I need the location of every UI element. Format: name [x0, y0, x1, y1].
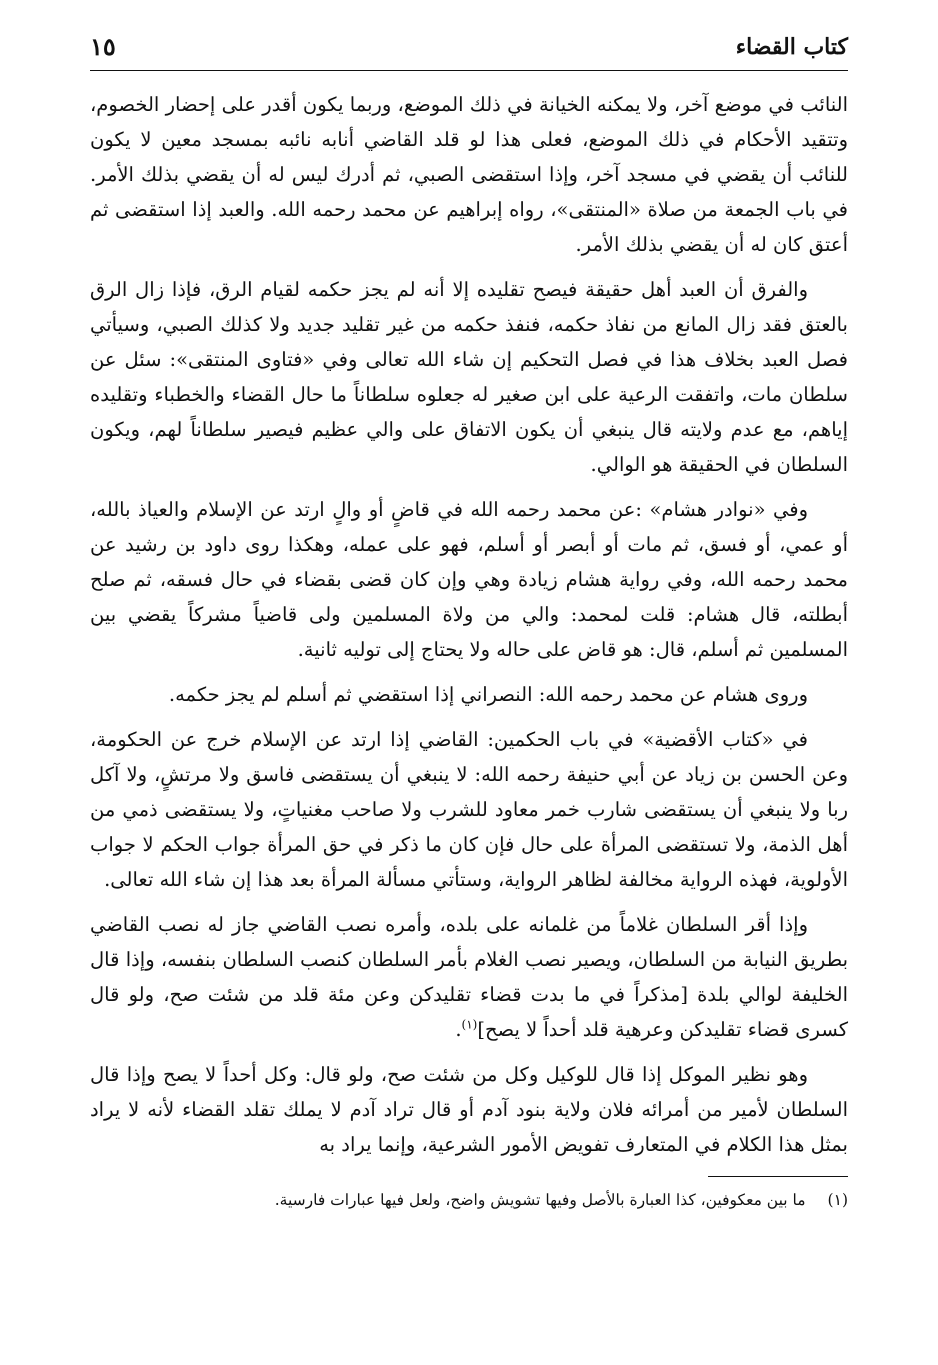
page-number: ١٥: [90, 32, 116, 61]
paragraph: في «كتاب الأقضية» في باب الحكمين: القاضي إذا ارتد عن الإسلام خرج عن الحكومة، وعن الحسن بن زياد عن أبي حنيفة رحمه الله: لا ينبغي أن يستقضى فاسق ولا مرتشٍ، ولا آكل ربا ولا ينبغي أن يستقضى شارب خمر معاود للشرب ولا صاحب مغنياتٍ، ولا يستقضى ذمي من أهل الذمة، ولا تستقضى المرأة على حال فإن كان ما ذكر في حق المرأة جواب الحكم لا جواب الأولوية، فهذه الرواية مخالفة لظاهر الرواية، وستأتي مسألة المرأة بعد هذا إن شاء الله تعالى.: [90, 728, 848, 891]
paragraph-text: وإذا أقر السلطان غلاماً من غلمانه على بلده، وأمره نصب القاضي جاز له نصب القاضي بطريق النيابة من السلطان، ويصير نصب الغلام بأمر السلطان كنصب السلطان بنفسه، وإذا قال الخليفة لوالي بلدة [مذكراً في ما بدت قضاء تقليدكن وعن مئة قلد من شئت صح، ولو قال كسرى قضاء تقليدكن وعرهية قلد أحداً لا يصح]: [90, 913, 848, 1041]
footnote: [90, 1187, 848, 1213]
paragraph: النائب في موضع آخر، ولا يمكنه الخيانة في ذلك الموضع، وربما يكون أقدر على إحضار الخصوم، وتتقيد الأحكام في ذلك الموضع، فعلى هذا لو قلد القاضي أنابه نائبه بمسجد معين لا يكون للنائب أن يقضي في مسجد آخر، وإذا استقضى الصبي، ثم أدرك ليس له أن يقضي بذلك الأمر. في باب الجمعة من صلاة «المنتقى»، رواه إبراهيم عن محمد رحمه الله. والعبد إذا استقضى ثم أعتق كان له أن يقضي بذلك الأمر.: [90, 93, 848, 256]
paragraph: والفرق أن العبد أهل حقيقة فيصح تقليده إلا أنه لم يجز حكمه لقيام الرق، فإذا زال الرق بالعتق فقد زال المانع من نفاذ حكمه، فنفذ حكمه من غير تقليد جديد ولا كذلك الصبي، وسيأتي فصل العبد بخلاف هذا في فصل التحكيم إن شاء الله تعالى وفي «فتاوى المنتقى»: سئل عن سلطان مات، واتفقت الرعية على ابن صغير له جعلوه سلطاناً ما حال القضاء والخطباء وتقليده إياهم، مع عدم ولايته قال ينبغي أن يكون الاتفاق على والي عظيم فيصير سلطاناً لهم، ويكون السلطان في الحقيقة هو الوالي.: [90, 278, 848, 476]
book-title: كتاب القضاء: [735, 34, 848, 60]
footnote-divider: [708, 1176, 848, 1177]
footnote-number: (١): [827, 1191, 848, 1209]
paragraph: وهو نظير الموكل إذا قال للوكيل وكل من شئت صح، ولو قال: وكل أحداً لا يصح وإذا قال السلطان لأمير من أمرائه فلان ولاية بنود آدم أو قال تراد آدم لا يملك تقلد القضاء لأنه لا يراد بمثل هذا الكلام في المتعارف تفويض الأمور الشرعية، وإنما يراد به: [90, 1063, 848, 1156]
footnote-text: ما بين معكوفين، كذا العبارة بالأصل وفيها تشويش واضح، ولعل فيها عبارات فارسية.: [274, 1191, 806, 1209]
running-header: [90, 30, 848, 71]
paragraph: وروى هشام عن محمد رحمه الله: النصراني إذا استقضي ثم أسلم لم يجز حكمه.: [168, 683, 808, 706]
paragraph: وفي «نوادر هشام» :عن محمد رحمه الله في قاضٍ أو والٍ ارتد عن الإسلام والعياذ بالله، أو عمي، أو فسق، ثم مات أو أبصر أو أسلم، فهو على عمله، وهكذا روى داود بن رشيد عن محمد رحمه الله، وفي رواية هشام زيادة وهي وإن كان قضى بقضاء في حال فسقه، ثم صلح أبطلته، قال هشام: قلت لمحمد: والي من ولاة المسلمين ولى قاضياً مشركاً يقضي بين المسلمين ثم أسلم، قال: هو قاض على حاله ولا يحتاج إلى توليه ثانية.: [90, 498, 848, 661]
footnote-reference[interactable]: (١): [461, 1017, 478, 1032]
paragraph-with-footnote: وإذا أقر السلطان غلاماً من غلمانه على بلده، وأمره نصب القاضي جاز له نصب القاضي بطريق النيابة من السلطان، ويصير نصب الغلام بأمر السلطان كنصب السلطان بنفسه، وإذا قال الخليفة لوالي بلدة [مذكراً في ما بدت قضاء تقليدكن وعن مئة قلد من شئت صح، ولو قال كسرى قضاء تقليدكن وعرهية قلد أحداً لا يصح]$^{(١)}$.: [90, 913, 848, 1041]
body-text: [90, 87, 848, 1162]
